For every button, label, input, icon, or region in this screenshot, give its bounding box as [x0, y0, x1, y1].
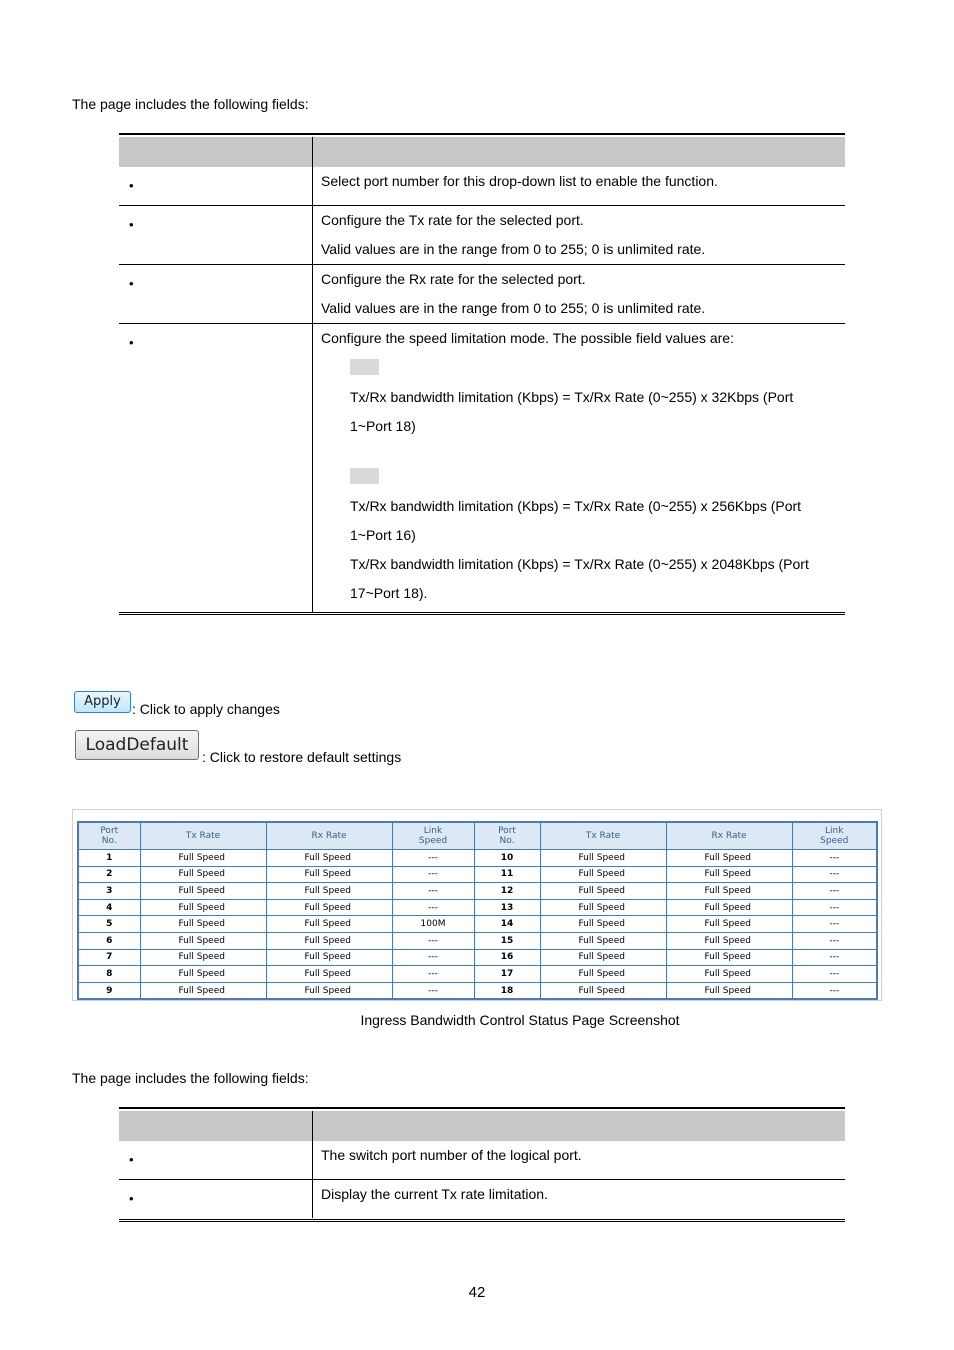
bullet-icon: •	[129, 1191, 134, 1206]
port-no-cell: 5	[78, 916, 140, 933]
status-row	[78, 932, 877, 949]
table-row	[119, 167, 845, 206]
rx-rate-cell: Full Speed	[266, 982, 392, 999]
link-speed-cell: ---	[792, 866, 877, 883]
tx-rate-cell: Full Speed	[540, 899, 666, 916]
link-speed-cell: ---	[392, 899, 474, 916]
bullet-icon: •	[129, 276, 134, 291]
port-no-cell: 3	[78, 883, 140, 900]
fields-table-2	[119, 1111, 845, 1218]
status-table	[77, 821, 878, 1000]
link-speed-cell: ---	[792, 850, 877, 867]
description-text: 1~Port 16)	[350, 527, 416, 543]
port-no-cell: 9	[78, 982, 140, 999]
figure-caption: Ingress Bandwidth Control Status Page Screenshot	[360, 1012, 680, 1028]
link-speed-cell: ---	[392, 966, 474, 983]
rx-rate-cell: Full Speed	[666, 866, 792, 883]
table-bottom-rule	[119, 612, 845, 615]
intro-text: The page includes the following fields:	[72, 1070, 309, 1086]
tx-rate-cell: Full Speed	[540, 982, 666, 999]
description-text: Display the current Tx rate limitation.	[321, 1186, 548, 1202]
port-no-cell: 10	[474, 850, 540, 867]
bullet-icon: •	[129, 217, 134, 232]
description-text: Tx/Rx bandwidth limitation (Kbps) = Tx/Rx Rate (0~255) x 2048Kbps (Port	[350, 556, 809, 572]
rx-rate-cell: Full Speed	[666, 982, 792, 999]
rx-rate-cell: Full Speed	[666, 966, 792, 983]
table-row	[119, 1141, 845, 1180]
link-speed-cell: ---	[392, 982, 474, 999]
table-bottom-rule	[119, 1219, 845, 1222]
description-text: 1~Port 18)	[350, 418, 416, 434]
status-row	[78, 850, 877, 867]
port-no-cell: 13	[474, 899, 540, 916]
tx-rate-header: Tx Rate	[140, 822, 266, 850]
status-row	[78, 899, 877, 916]
tx-rate-cell: Full Speed	[140, 966, 266, 983]
port-no-cell: 1	[78, 850, 140, 867]
fields-table-1	[119, 137, 845, 612]
page-number: 42	[468, 1284, 486, 1301]
rx-rate-cell: Full Speed	[666, 899, 792, 916]
port-no-header: Port No.	[474, 822, 540, 850]
mode-name-placeholder	[350, 468, 379, 484]
port-no-cell: 6	[78, 932, 140, 949]
rx-rate-header: Rx Rate	[266, 822, 392, 850]
table-top-rule	[119, 1107, 845, 1109]
rx-rate-cell: Full Speed	[666, 932, 792, 949]
tx-rate-cell: Full Speed	[140, 982, 266, 999]
link-speed-header: Link Speed	[792, 822, 877, 850]
tx-rate-cell: Full Speed	[140, 883, 266, 900]
table-row	[119, 206, 845, 265]
status-row	[78, 949, 877, 966]
link-speed-cell: ---	[392, 932, 474, 949]
description-text: Select port number for this drop-down list to enable the function.	[321, 173, 718, 189]
status-row	[78, 982, 877, 999]
apply-button[interactable]: Apply	[74, 691, 131, 713]
rx-rate-cell: Full Speed	[266, 966, 392, 983]
tx-rate-cell: Full Speed	[540, 966, 666, 983]
table-row	[119, 1180, 845, 1219]
tx-rate-cell: Full Speed	[140, 850, 266, 867]
port-no-cell: 17	[474, 966, 540, 983]
rx-rate-cell: Full Speed	[266, 949, 392, 966]
port-no-cell: 12	[474, 883, 540, 900]
header-cell	[119, 137, 313, 167]
link-speed-cell: ---	[792, 982, 877, 999]
port-no-cell: 16	[474, 949, 540, 966]
description-text: Valid values are in the range from 0 to 255; 0 is unlimited rate.	[321, 300, 706, 316]
tx-rate-cell: Full Speed	[540, 932, 666, 949]
link-speed-cell: ---	[392, 949, 474, 966]
rx-rate-cell: Full Speed	[666, 949, 792, 966]
link-speed-cell: ---	[792, 883, 877, 900]
description-text: Valid values are in the range from 0 to 255; 0 is unlimited rate.	[321, 241, 706, 257]
link-speed-cell: 100M	[392, 916, 474, 933]
port-no-cell: 7	[78, 949, 140, 966]
link-speed-cell: ---	[792, 966, 877, 983]
table-top-rule	[119, 133, 845, 135]
tx-rate-cell: Full Speed	[540, 883, 666, 900]
link-speed-cell: ---	[792, 916, 877, 933]
link-speed-cell: ---	[392, 883, 474, 900]
status-row	[78, 916, 877, 933]
load-default-button[interactable]: LoadDefault	[75, 730, 199, 760]
description-text: Tx/Rx bandwidth limitation (Kbps) = Tx/Rx Rate (0~255) x 256Kbps (Port	[350, 498, 802, 514]
rx-rate-cell: Full Speed	[666, 883, 792, 900]
rx-rate-cell: Full Speed	[266, 883, 392, 900]
link-speed-cell: ---	[792, 932, 877, 949]
link-speed-cell: ---	[392, 850, 474, 867]
description-text: Configure the Tx rate for the selected port.	[321, 212, 584, 228]
status-row	[78, 866, 877, 883]
intro-text: The page includes the following fields:	[72, 96, 309, 112]
port-no-cell: 15	[474, 932, 540, 949]
description-text: 17~Port 18).	[350, 585, 428, 601]
tx-rate-cell: Full Speed	[540, 866, 666, 883]
link-speed-cell: ---	[392, 866, 474, 883]
table-row	[119, 324, 845, 613]
header-cell	[313, 137, 846, 167]
apply-description: : Click to apply changes	[132, 701, 280, 717]
tx-rate-cell: Full Speed	[140, 866, 266, 883]
port-no-cell: 18	[474, 982, 540, 999]
rx-rate-cell: Full Speed	[266, 916, 392, 933]
port-no-cell: 4	[78, 899, 140, 916]
load-default-description: : Click to restore default settings	[202, 749, 402, 765]
rx-rate-cell: Full Speed	[666, 850, 792, 867]
tx-rate-cell: Full Speed	[140, 932, 266, 949]
table-row	[119, 265, 845, 324]
description-text: Tx/Rx bandwidth limitation (Kbps) = Tx/Rx Rate (0~255) x 32Kbps (Port	[350, 389, 794, 405]
port-no-header: Port No.	[78, 822, 140, 850]
status-row	[78, 966, 877, 983]
header-cell	[313, 1111, 846, 1141]
tx-rate-cell: Full Speed	[140, 916, 266, 933]
rx-rate-cell: Full Speed	[266, 899, 392, 916]
port-no-cell: 2	[78, 866, 140, 883]
tx-rate-cell: Full Speed	[540, 916, 666, 933]
port-no-cell: 11	[474, 866, 540, 883]
description-text: Configure the Rx rate for the selected port.	[321, 271, 586, 287]
tx-rate-cell: Full Speed	[540, 949, 666, 966]
rx-rate-cell: Full Speed	[266, 866, 392, 883]
tx-rate-cell: Full Speed	[540, 850, 666, 867]
port-no-cell: 8	[78, 966, 140, 983]
link-speed-header: Link Speed	[392, 822, 474, 850]
spacer	[321, 441, 837, 462]
rx-rate-header: Rx Rate	[666, 822, 792, 850]
rx-rate-cell: Full Speed	[266, 850, 392, 867]
header-cell	[119, 1111, 313, 1141]
bullet-icon: •	[129, 335, 134, 350]
description-text: The switch port number of the logical port.	[321, 1147, 582, 1163]
rx-rate-cell: Full Speed	[666, 916, 792, 933]
status-screenshot	[72, 809, 882, 1001]
bullet-icon: •	[129, 178, 134, 193]
tx-rate-cell: Full Speed	[140, 899, 266, 916]
rx-rate-cell: Full Speed	[266, 932, 392, 949]
tx-rate-header: Tx Rate	[540, 822, 666, 850]
status-row	[78, 883, 877, 900]
link-speed-cell: ---	[792, 949, 877, 966]
status-header-row	[78, 822, 877, 850]
mode-name-placeholder	[350, 359, 379, 375]
tx-rate-cell: Full Speed	[140, 949, 266, 966]
port-no-cell: 14	[474, 916, 540, 933]
link-speed-cell: ---	[792, 899, 877, 916]
bullet-icon: •	[129, 1152, 134, 1167]
description-text: Configure the speed limitation mode. The possible field values are:	[321, 330, 734, 346]
